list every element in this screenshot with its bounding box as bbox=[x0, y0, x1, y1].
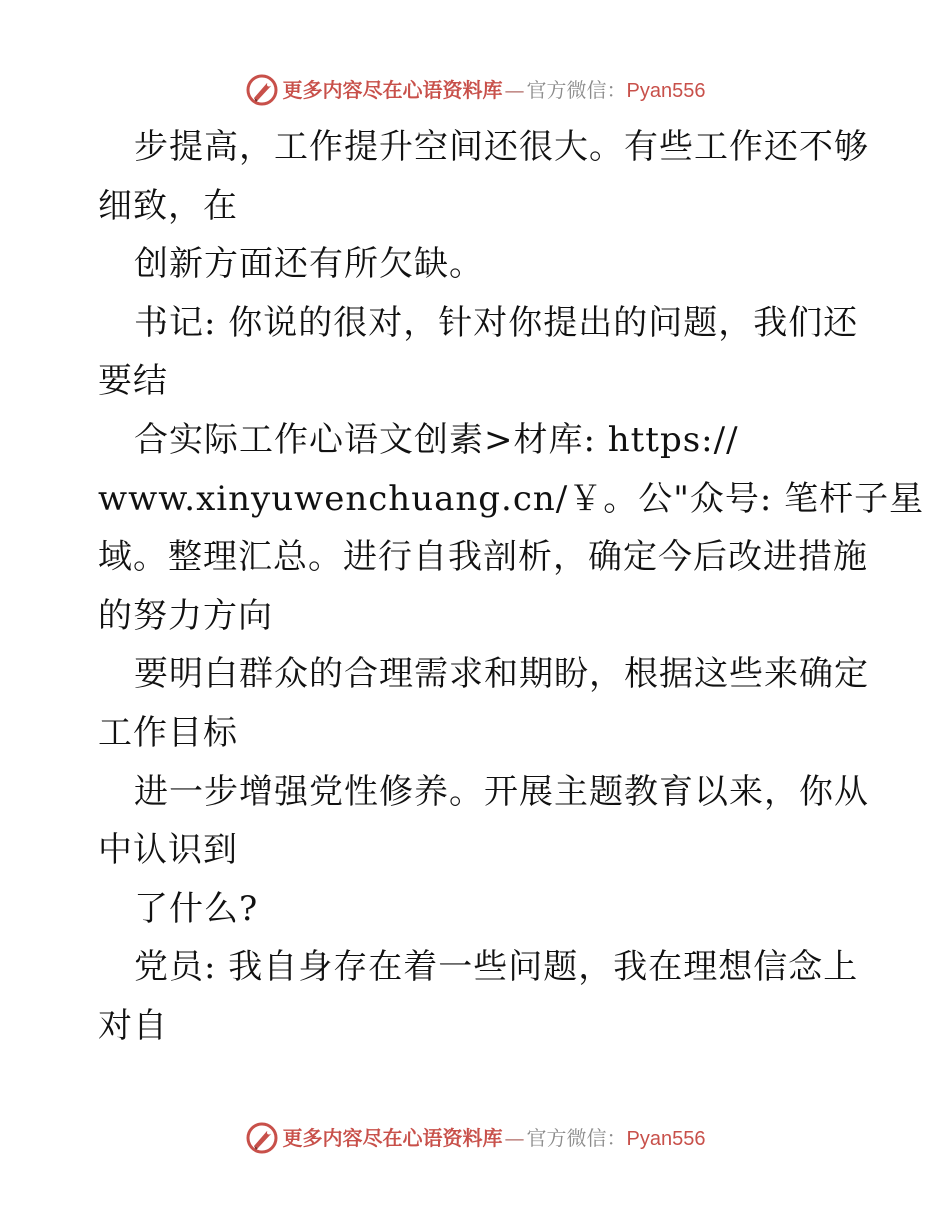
banner-dash: — bbox=[504, 77, 525, 102]
pen-logo-icon bbox=[245, 1121, 279, 1155]
banner-text bbox=[282, 77, 706, 102]
text-line: 的努力方向 bbox=[98, 595, 273, 636]
banner-wechat-id: Pyan556 bbox=[626, 1127, 706, 1150]
text-line: 进一步增强党性修养。开展主题教育以来，你从 bbox=[134, 771, 869, 812]
text-line: 书记: 你说的很对，针对你提出的问题，我们还 bbox=[134, 302, 859, 343]
footer-banner bbox=[0, 1118, 950, 1158]
text-line: 对自 bbox=[98, 1005, 168, 1046]
text-line: 工作目标 bbox=[98, 712, 238, 753]
text-line: 细致，在 bbox=[98, 185, 238, 226]
banner-text bbox=[282, 1125, 706, 1150]
banner-main-text: 更多内容尽在心语资料库 bbox=[282, 77, 503, 102]
text-line: 了什么? bbox=[134, 888, 259, 929]
text-line: 步提高，工作提升空间还很大。有些工作还不够 bbox=[134, 127, 869, 167]
text-line: 要结 bbox=[98, 361, 168, 402]
document-body bbox=[98, 118, 925, 1056]
text-line: 党员: 我自身存在着一些问题，我在理想信念上 bbox=[134, 947, 859, 988]
banner-main-text: 更多内容尽在心语资料库 bbox=[282, 1125, 503, 1150]
banner-dash: — bbox=[504, 1125, 525, 1150]
banner-wechat-label: 官方微信： bbox=[526, 77, 627, 102]
banner-wechat-id: Pyan556 bbox=[626, 79, 706, 102]
header-banner bbox=[0, 70, 950, 110]
pen-logo-icon bbox=[245, 73, 279, 107]
text-line: www.xinyuwenchuang.cn/￥。公"众号: 笔杆子星 bbox=[98, 478, 925, 519]
banner-wechat-label: 官方微信： bbox=[526, 1125, 627, 1150]
text-line: 要明白群众的合理需求和期盼，根据这些来确定 bbox=[134, 654, 869, 695]
text-line: 合实际工作心语文创素>材库: https:// bbox=[134, 419, 739, 460]
text-line: 中认识到 bbox=[98, 830, 238, 871]
text-line: 域。整理汇总。进行自我剖析，确定今后改进措施 bbox=[98, 537, 868, 578]
text-line: 创新方面还有所欠缺。 bbox=[134, 244, 484, 285]
